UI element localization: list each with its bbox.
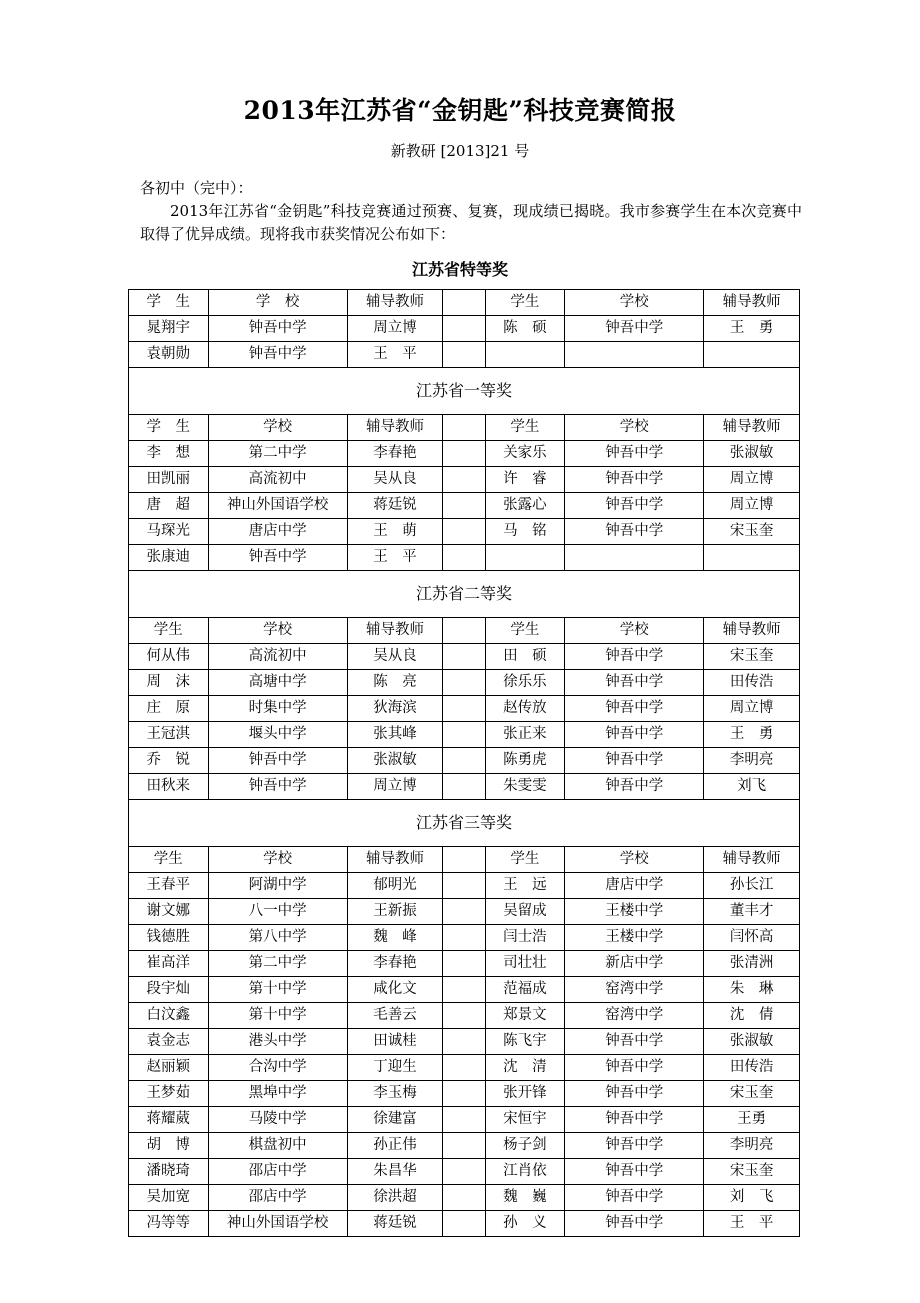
teacher-name: 宋玉奎 [704, 1158, 800, 1184]
spacer-cell [443, 669, 485, 695]
school-name: 第二中学 [208, 950, 347, 976]
spacer-cell [443, 1158, 485, 1184]
table-row [129, 518, 800, 544]
section-title-2: 江苏省二等奖 [129, 570, 800, 617]
student-name: 郑景文 [485, 1002, 565, 1028]
table-row [129, 1080, 800, 1106]
teacher-name: 徐洪超 [347, 1184, 443, 1210]
column-header: 辅导教师 [704, 289, 800, 315]
school-name: 港头中学 [208, 1028, 347, 1054]
student-name: 赵传放 [485, 695, 565, 721]
teacher-name: 李春艳 [347, 440, 443, 466]
teacher-name: 王 勇 [704, 721, 800, 747]
student-name: 马琛光 [129, 518, 209, 544]
school-name: 邵店中学 [208, 1184, 347, 1210]
student-name: 张康迪 [129, 544, 209, 570]
student-name: 田秋来 [129, 773, 209, 799]
spacer-cell [443, 747, 485, 773]
teacher-name [704, 544, 800, 570]
student-name: 何从伟 [129, 643, 209, 669]
school-name: 王楼中学 [565, 898, 704, 924]
table-row [129, 341, 800, 367]
school-name: 钟吾中学 [565, 466, 704, 492]
student-name: 关家乐 [485, 440, 565, 466]
table-row [129, 872, 800, 898]
page-title: 2013年江苏省“金钥匙”科技竞赛简报 [243, 96, 677, 125]
table-row [129, 898, 800, 924]
spacer-cell [443, 518, 485, 544]
spacer-cell [443, 289, 485, 315]
school-name: 高流初中 [208, 466, 347, 492]
teacher-name: 李明亮 [704, 1132, 800, 1158]
student-name: 李 想 [129, 440, 209, 466]
column-header: 学校 [208, 617, 347, 643]
teacher-name: 王勇 [704, 1106, 800, 1132]
school-name: 高塘中学 [208, 669, 347, 695]
student-name: 段宇灿 [129, 976, 209, 1002]
teacher-name: 田传浩 [704, 669, 800, 695]
teacher-name: 丁迎生 [347, 1054, 443, 1080]
table-header-row [129, 846, 800, 872]
student-name: 司壮壮 [485, 950, 565, 976]
school-name: 高流初中 [208, 643, 347, 669]
school-name: 钟吾中学 [565, 721, 704, 747]
table-header-row [129, 414, 800, 440]
student-name: 胡 博 [129, 1132, 209, 1158]
school-name: 神山外国语学校 [208, 492, 347, 518]
teacher-name: 张淑敏 [347, 747, 443, 773]
student-name: 田 硕 [485, 643, 565, 669]
teacher-name: 狄海滨 [347, 695, 443, 721]
spacer-cell [443, 846, 485, 872]
teacher-name: 刘 飞 [704, 1184, 800, 1210]
school-name: 钟吾中学 [565, 1028, 704, 1054]
school-name: 邵店中学 [208, 1158, 347, 1184]
spacer-cell [443, 617, 485, 643]
table-row [129, 1054, 800, 1080]
column-header: 学校 [565, 414, 704, 440]
student-name: 朱雯雯 [485, 773, 565, 799]
student-name: 张开锋 [485, 1080, 565, 1106]
column-header: 学生 [485, 617, 565, 643]
teacher-name: 李明亮 [704, 747, 800, 773]
teacher-name: 沈 倩 [704, 1002, 800, 1028]
table-row [129, 695, 800, 721]
school-name: 棋盘初中 [208, 1132, 347, 1158]
student-name: 吴留成 [485, 898, 565, 924]
student-name: 钱德胜 [129, 924, 209, 950]
column-header: 辅导教师 [347, 617, 443, 643]
teacher-name: 宋玉奎 [704, 1080, 800, 1106]
column-header: 学 生 [129, 289, 209, 315]
student-name: 袁金志 [129, 1028, 209, 1054]
school-name: 钟吾中学 [208, 544, 347, 570]
school-name: 堰头中学 [208, 721, 347, 747]
school-name: 第十中学 [208, 976, 347, 1002]
teacher-name: 周立博 [704, 695, 800, 721]
school-name: 神山外国语学校 [208, 1210, 347, 1236]
column-header: 学校 [208, 414, 347, 440]
column-header: 学 校 [208, 289, 347, 315]
teacher-name: 朱 琳 [704, 976, 800, 1002]
student-name: 王春平 [129, 872, 209, 898]
column-header: 学生 [129, 617, 209, 643]
student-name: 许 睿 [485, 466, 565, 492]
section-heading-special: 江苏省特等奖 [411, 260, 508, 279]
spacer-cell [443, 898, 485, 924]
school-name: 钟吾中学 [565, 695, 704, 721]
teacher-name [704, 341, 800, 367]
section-title-row [129, 570, 800, 617]
table-row [129, 315, 800, 341]
school-name: 窑湾中学 [565, 1002, 704, 1028]
teacher-name: 宋玉奎 [704, 643, 800, 669]
school-name: 黑埠中学 [208, 1080, 347, 1106]
spacer-cell [443, 414, 485, 440]
school-name [565, 544, 704, 570]
school-name: 钟吾中学 [565, 1132, 704, 1158]
school-name: 合沟中学 [208, 1054, 347, 1080]
spacer-cell [443, 315, 485, 341]
student-name: 沈 清 [485, 1054, 565, 1080]
student-name: 崔高洋 [129, 950, 209, 976]
teacher-name: 蒋廷锐 [347, 1210, 443, 1236]
teacher-name: 张其峰 [347, 721, 443, 747]
table-row [129, 544, 800, 570]
teacher-name: 吴从良 [347, 466, 443, 492]
school-name: 钟吾中学 [208, 315, 347, 341]
teacher-name: 王 平 [347, 544, 443, 570]
teacher-name: 周立博 [347, 773, 443, 799]
school-name: 钟吾中学 [208, 773, 347, 799]
table-row [129, 1002, 800, 1028]
teacher-name: 刘飞 [704, 773, 800, 799]
spacer-cell [443, 341, 485, 367]
column-header: 学生 [129, 846, 209, 872]
teacher-name: 孙正伟 [347, 1132, 443, 1158]
teacher-name: 田诚桂 [347, 1028, 443, 1054]
teacher-name: 董丰才 [704, 898, 800, 924]
table-row [129, 492, 800, 518]
teacher-name: 吴从良 [347, 643, 443, 669]
table-row [129, 721, 800, 747]
spacer-cell [443, 492, 485, 518]
teacher-name: 魏 峰 [347, 924, 443, 950]
section-title-row [129, 799, 800, 846]
table-header-row [129, 289, 800, 315]
spacer-cell [443, 695, 485, 721]
column-header: 学生 [485, 846, 565, 872]
student-name: 杨子剑 [485, 1132, 565, 1158]
spacer-cell [443, 924, 485, 950]
school-name: 钟吾中学 [565, 1054, 704, 1080]
teacher-name: 徐建富 [347, 1106, 443, 1132]
table-row [129, 1184, 800, 1210]
column-header: 学校 [208, 846, 347, 872]
student-name: 田凯丽 [129, 466, 209, 492]
teacher-name: 闫怀高 [704, 924, 800, 950]
school-name: 钟吾中学 [565, 518, 704, 544]
spacer-cell [443, 440, 485, 466]
table-row [129, 1158, 800, 1184]
student-name: 乔 锐 [129, 747, 209, 773]
spacer-cell [443, 643, 485, 669]
teacher-name: 王 勇 [704, 315, 800, 341]
student-name: 张露心 [485, 492, 565, 518]
teacher-name: 蒋廷锐 [347, 492, 443, 518]
column-header: 辅导教师 [704, 846, 800, 872]
teacher-name: 孙长江 [704, 872, 800, 898]
spacer-cell [443, 1184, 485, 1210]
spacer-cell [443, 466, 485, 492]
student-name [485, 544, 565, 570]
spacer-cell [443, 1002, 485, 1028]
school-name: 钟吾中学 [565, 1184, 704, 1210]
teacher-name: 李玉梅 [347, 1080, 443, 1106]
student-name: 谢文娜 [129, 898, 209, 924]
student-name: 赵丽颖 [129, 1054, 209, 1080]
student-name: 马 铭 [485, 518, 565, 544]
table-row [129, 747, 800, 773]
section-title-row [129, 367, 800, 414]
teacher-name: 王新振 [347, 898, 443, 924]
table-row [129, 773, 800, 799]
student-name: 范福成 [485, 976, 565, 1002]
teacher-name: 咸化文 [347, 976, 443, 1002]
table-row [129, 950, 800, 976]
section-title-3: 江苏省三等奖 [129, 799, 800, 846]
column-header: 辅导教师 [347, 846, 443, 872]
teacher-name: 王 萌 [347, 518, 443, 544]
spacer-cell [443, 721, 485, 747]
body-paragraph: 2013年江苏省“金钥匙”科技竞赛通过预赛、复赛，现成绩已揭晓。我市参赛学生在本次竞赛中取得了优异成绩。现将我市获奖情况公布如下： [140, 201, 802, 243]
teacher-name: 朱昌华 [347, 1158, 443, 1184]
school-name: 马陵中学 [208, 1106, 347, 1132]
student-name: 陈勇虎 [485, 747, 565, 773]
teacher-name: 李春艳 [347, 950, 443, 976]
student-name: 魏 巍 [485, 1184, 565, 1210]
table-row [129, 440, 800, 466]
school-name: 第八中学 [208, 924, 347, 950]
school-name: 钟吾中学 [565, 1080, 704, 1106]
column-header: 学生 [485, 414, 565, 440]
school-name: 时集中学 [208, 695, 347, 721]
student-name: 孙 义 [485, 1210, 565, 1236]
teacher-name: 王 平 [704, 1210, 800, 1236]
spacer-cell [443, 872, 485, 898]
school-name: 钟吾中学 [565, 747, 704, 773]
school-name: 王楼中学 [565, 924, 704, 950]
student-name: 江肖依 [485, 1158, 565, 1184]
student-name: 宋恒宇 [485, 1106, 565, 1132]
student-name: 晁翔宇 [129, 315, 209, 341]
student-name: 吴加宽 [129, 1184, 209, 1210]
school-name: 新店中学 [565, 950, 704, 976]
student-name: 闫士浩 [485, 924, 565, 950]
school-name: 钟吾中学 [565, 669, 704, 695]
student-name: 陈 硕 [485, 315, 565, 341]
school-name: 钟吾中学 [208, 747, 347, 773]
awards-table-body [129, 289, 800, 1236]
awards-table [128, 289, 800, 1237]
column-header: 辅导教师 [347, 414, 443, 440]
school-name: 钟吾中学 [565, 1158, 704, 1184]
column-header: 辅导教师 [704, 414, 800, 440]
student-name: 王冠淇 [129, 721, 209, 747]
teacher-name: 张清洲 [704, 950, 800, 976]
table-row [129, 643, 800, 669]
school-name: 钟吾中学 [565, 1210, 704, 1236]
school-name: 唐店中学 [208, 518, 347, 544]
teacher-name: 张淑敏 [704, 1028, 800, 1054]
school-name: 钟吾中学 [565, 643, 704, 669]
spacer-cell [443, 1028, 485, 1054]
table-row [129, 466, 800, 492]
spacer-cell [443, 1054, 485, 1080]
table-row [129, 1028, 800, 1054]
column-header: 学校 [565, 846, 704, 872]
school-name: 钟吾中学 [208, 341, 347, 367]
column-header: 学 生 [129, 414, 209, 440]
student-name: 徐乐乐 [485, 669, 565, 695]
section-title-1: 江苏省一等奖 [129, 367, 800, 414]
document-number: 新教研 [2013]21 号 [390, 142, 530, 161]
student-name: 陈飞宇 [485, 1028, 565, 1054]
teacher-name: 张淑敏 [704, 440, 800, 466]
spacer-cell [443, 773, 485, 799]
teacher-name: 郁明光 [347, 872, 443, 898]
school-name: 阿湖中学 [208, 872, 347, 898]
school-name: 第十中学 [208, 1002, 347, 1028]
student-name: 庄 原 [129, 695, 209, 721]
student-name: 袁朝勋 [129, 341, 209, 367]
table-row [129, 976, 800, 1002]
teacher-name: 田传浩 [704, 1054, 800, 1080]
teacher-name: 周立博 [704, 492, 800, 518]
student-name: 唐 超 [129, 492, 209, 518]
school-name: 窑湾中学 [565, 976, 704, 1002]
student-name [485, 341, 565, 367]
column-header: 学生 [485, 289, 565, 315]
salutation: 各初中（完中）： [140, 178, 253, 197]
student-name: 王梦茹 [129, 1080, 209, 1106]
teacher-name: 毛善云 [347, 1002, 443, 1028]
table-row [129, 1132, 800, 1158]
column-header: 学校 [565, 617, 704, 643]
spacer-cell [443, 950, 485, 976]
spacer-cell [443, 1210, 485, 1236]
school-name: 钟吾中学 [565, 440, 704, 466]
teacher-name: 周立博 [704, 466, 800, 492]
column-header: 学校 [565, 289, 704, 315]
table-header-row [129, 617, 800, 643]
spacer-cell [443, 1132, 485, 1158]
school-name [565, 341, 704, 367]
school-name: 八一中学 [208, 898, 347, 924]
student-name: 张正来 [485, 721, 565, 747]
spacer-cell [443, 1106, 485, 1132]
school-name: 钟吾中学 [565, 492, 704, 518]
student-name: 周 沫 [129, 669, 209, 695]
student-name: 白汶鑫 [129, 1002, 209, 1028]
school-name: 唐店中学 [565, 872, 704, 898]
teacher-name: 宋玉奎 [704, 518, 800, 544]
column-header: 辅导教师 [347, 289, 443, 315]
teacher-name: 王 平 [347, 341, 443, 367]
teacher-name: 周立博 [347, 315, 443, 341]
school-name: 钟吾中学 [565, 1106, 704, 1132]
student-name: 蒋耀葳 [129, 1106, 209, 1132]
column-header: 辅导教师 [704, 617, 800, 643]
student-name: 冯等等 [129, 1210, 209, 1236]
spacer-cell [443, 544, 485, 570]
table-row [129, 1106, 800, 1132]
school-name: 钟吾中学 [565, 773, 704, 799]
student-name: 王 远 [485, 872, 565, 898]
teacher-name: 陈 亮 [347, 669, 443, 695]
school-name: 钟吾中学 [565, 315, 704, 341]
table-row [129, 924, 800, 950]
school-name: 第二中学 [208, 440, 347, 466]
table-row [129, 669, 800, 695]
spacer-cell [443, 976, 485, 1002]
spacer-cell [443, 1080, 485, 1106]
table-row [129, 1210, 800, 1236]
student-name: 潘晓琦 [129, 1158, 209, 1184]
